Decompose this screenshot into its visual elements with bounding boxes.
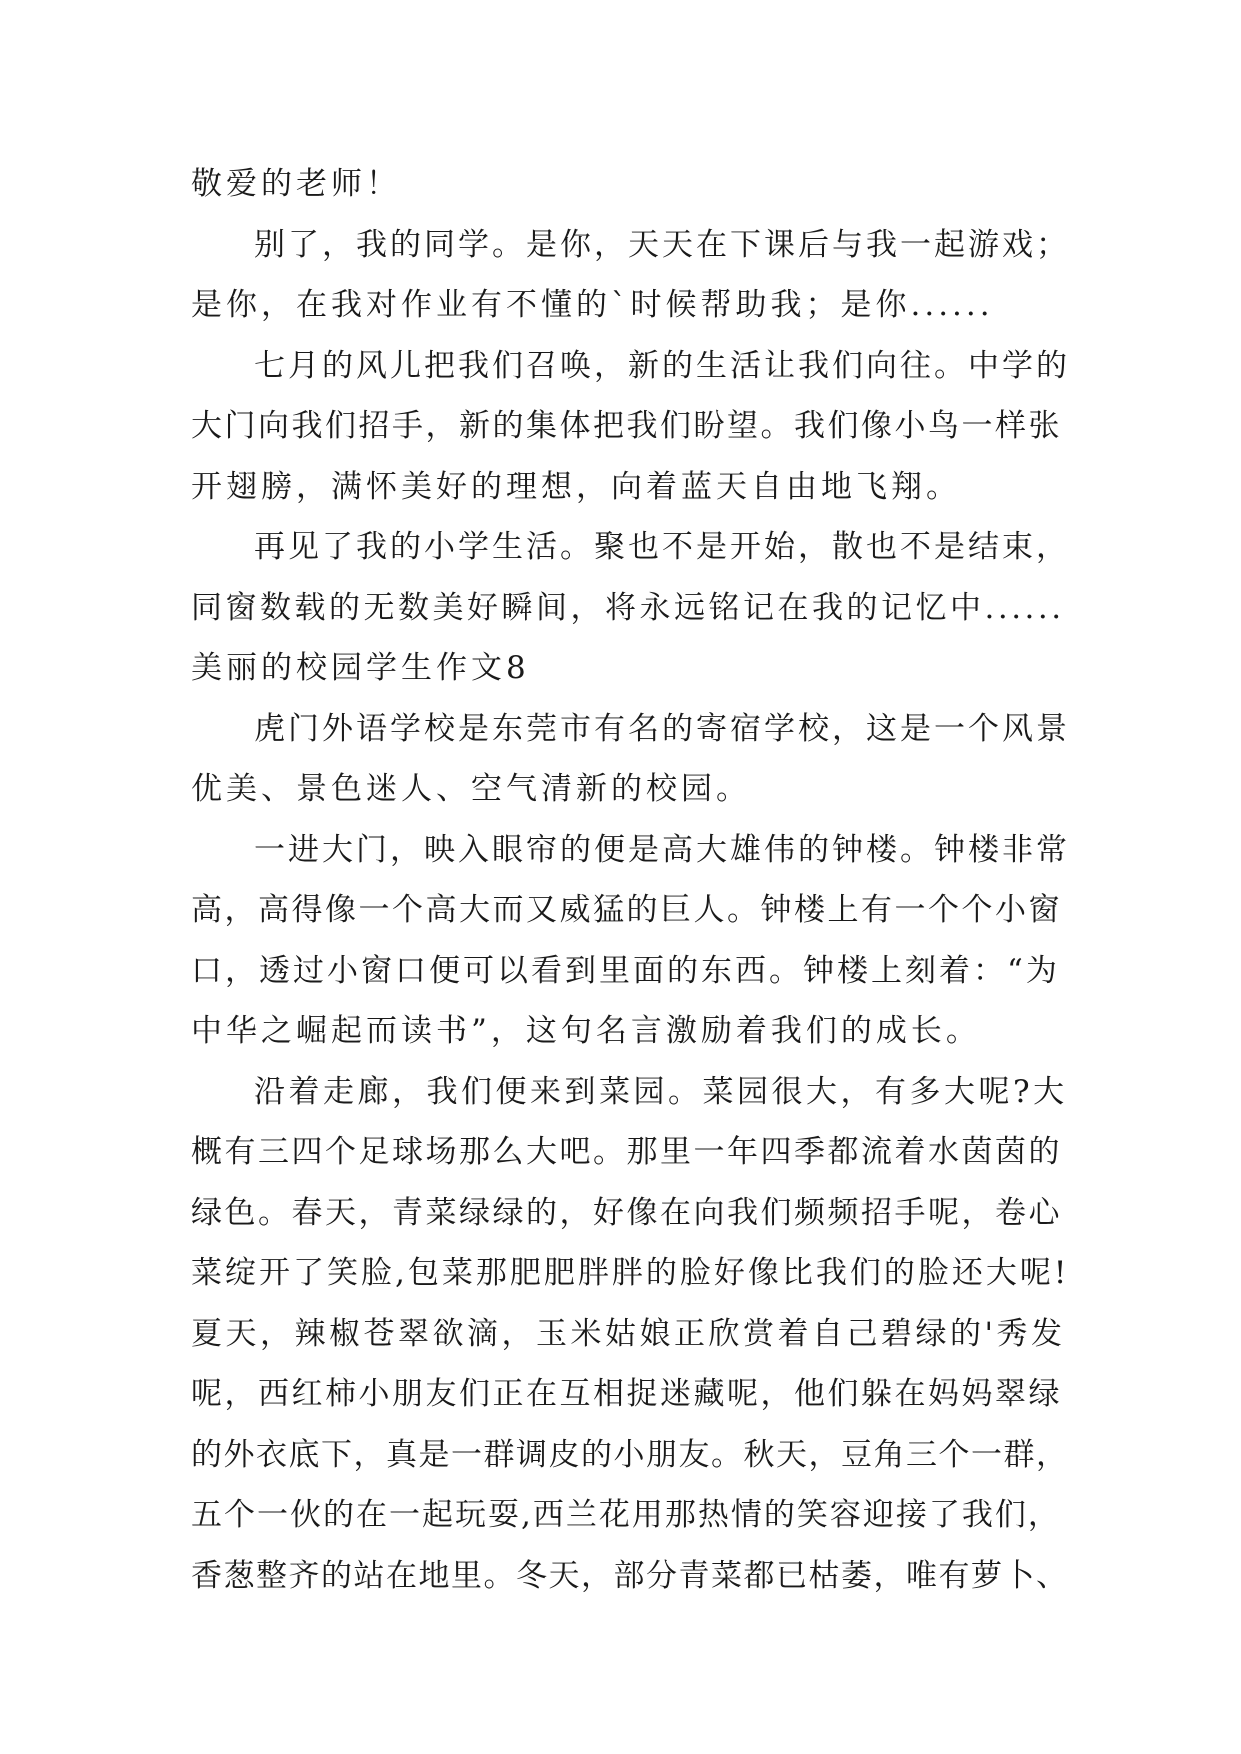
text-line: 菜绽开了笑脸,包菜那肥肥胖胖的脸好像比我们的脸还大呢! xyxy=(191,1255,1070,1291)
text-line: 再见了我的小学生活。聚也不是开始，散也不是结束， xyxy=(254,529,1070,565)
text-line: 绿色。春天，青菜绿绿的，好像在向我们频频招手呢，卷心 xyxy=(191,1195,1062,1231)
text-line: 中华之崛起而读书”，这句名言激励着我们的成长。 xyxy=(191,1013,981,1049)
text-line: 口，透过小窗口便可以看到里面的东西。钟楼上刻着：“为 xyxy=(191,953,1060,989)
text-line: 大门向我们招手，新的集体把我们盼望。我们像小鸟一样张 xyxy=(191,408,1062,444)
text-line: 虎门外语学校是东莞市有名的寄宿学校，这是一个风景 xyxy=(254,711,1070,747)
text-line: 夏天，辣椒苍翠欲滴，玉米姑娘正欣赏着自己碧绿的'秀发 xyxy=(191,1316,1066,1352)
text-line: 概有三四个足球场那么大吧。那里一年四季都流着水茵茵的 xyxy=(191,1134,1062,1170)
text-line: 的外衣底下，真是一群调皮的小朋友。秋天，豆角三个一群， xyxy=(191,1437,1069,1473)
text-line: 沿着走廊，我们便来到菜园。菜园很大，有多大呢?大 xyxy=(254,1074,1068,1110)
text-line: 同窗数载的无数美好瞬间，将永远铭记在我的记忆中...... xyxy=(191,590,1065,626)
text-line: 敬爱的老师！ xyxy=(191,166,401,202)
text-line: 优美、景色迷人、空气清新的校园。 xyxy=(191,771,751,807)
text-line: 高，高得像一个高大而又威猛的巨人。钟楼上有一个个小窗 xyxy=(191,892,1062,928)
section-heading: 美丽的校园学生作文8 xyxy=(191,650,530,686)
text-line: 开翅膀，满怀美好的理想，向着蓝天自由地飞翔。 xyxy=(191,469,961,505)
text-line: 五个一伙的在一起玩耍,西兰花用那热情的笑容迎接了我们， xyxy=(191,1497,1061,1533)
text-line: 香葱整齐的站在地里。冬天，部分青菜都已枯萎，唯有萝卜、 xyxy=(191,1558,1069,1594)
text-line: 是你，在我对作业有不懂的`时候帮助我；是你...... xyxy=(191,287,994,323)
text-line: 别了，我的同学。是你，天天在下课后与我一起游戏； xyxy=(254,227,1070,263)
text-line: 呢，西红柿小朋友们正在互相捉迷藏呢，他们躲在妈妈翠绿 xyxy=(191,1376,1062,1412)
text-line: 一进大门，映入眼帘的便是高大雄伟的钟楼。钟楼非常 xyxy=(254,832,1070,868)
text-line: 七月的风儿把我们召唤，新的生活让我们向往。中学的 xyxy=(254,348,1070,384)
